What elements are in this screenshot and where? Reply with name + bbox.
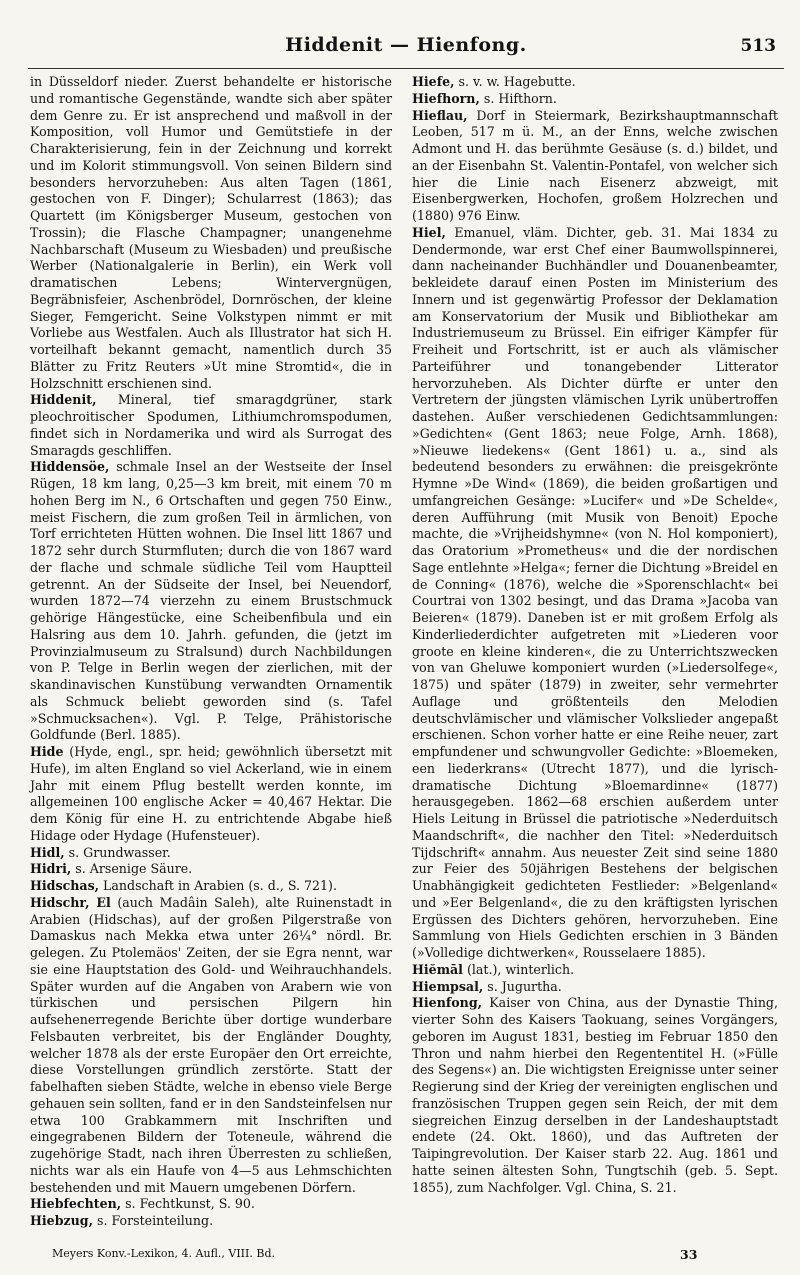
lexicon-entry — [412, 225, 778, 962]
entry-headword: Hiefhorn, — [412, 90, 480, 106]
entry-headword: Hiel, — [412, 224, 446, 240]
entry-text: Landschaft in Arabien (s. d., S. 721). — [99, 878, 337, 893]
entry-headword: Hide — [30, 744, 64, 759]
lexicon-entry — [412, 74, 778, 91]
lexicon-entry — [412, 995, 778, 1196]
entry-headword: Hienfong, — [412, 995, 483, 1011]
entry-headword: Hiebfechten, — [30, 1196, 122, 1212]
page-header — [28, 28, 784, 69]
entry-text: s. Grundwasser. — [64, 844, 171, 860]
lexicon-entry — [412, 91, 778, 108]
entry-headword: Hidl, — [30, 844, 65, 860]
lexicon-entry — [30, 1196, 392, 1213]
entry-text: Emanuel, vläm. Dichter, geb. 31. Mai 1834 zu Dendermonde, war erst Chef einer Baumwollspinnerei, dann nacheinander Buchhändler und Douanenbeamter, bekleidete darauf einen Posten im Ministerium des Innern und ist gegenwärtig Professor der Deklamation am Konservatorium der Musik und Bibliothekar am Industriemuseum zu Brüssel. Ein eifriger Kämpfer für Freiheit und Fortschritt, ist er auch als vlämischer Parteiführer und tonangebender Litterator hervorzuheben. Als Dichter dürfte er unter den Vertretern der jüngsten vlämischen Lyrik unübertroffen dastehen. Außer verschiedenen Gedichtsammlungen: »Gedichten« (Gent 1863; neue Folge, Arnh. 1868), »Nieuwe liedekens« (Gent 1861) u. a., sind als bedeutend besonders zu erwähnen: die preisgekrönte Hymne »De Wind« (1869), die beiden großartigen und umfangreichen Gesänge: »Lucifer« und »De Schelde«, deren Aufführung (mit Musik von Benoit) Epoche machte, die »Vrijheidshymne« (von N. Hol komponiert), das Oratorium »Prometheus« und die der nordischen Sage entlehnte »Helga«; ferner die Dichtung »Breidel en de Conning« (1876), welche die »Sporenschlacht« bei Courtrai von 1302 besingt, und das Drama »Jacoba van Beieren« (1879). Daneben ist er mit großem Erfolg als Kinderliederdichter aufgetreten mit »Liederen voor groote en kleine kinderen«, die zu Unterrichtszwecken von van Gheluwe komponiert wurden (»Liedersolfege«, 1875) und später (1879) in zweiter, sehr vermehrter Auflage und größtenteils den Melodien deutschvlämischer und vlämischer Volkslieder angepaßt erschienen. Schon vorher hatte er eine Reihe neuer, zart empfundener und schwungvoller Gedichte: »Bloemeken, een liederkrans« (Utrecht 1877), und die lyrisch-dramatische Dichtung »Bloemardinne« (1877) herausgegeben. 1862—68 erschien außerdem unter Hiels Leitung in Brüssel die patriotische »Nederduitsch Maandschrift«, die nachher den Titel: »Nederduitsch Tijdschrift« annahm. Aus neuester Zeit sind seine 1880 zur Feier des 50jährigen Bestehens der belgischen Unabhängigkeit gedichteten Festlieder: »Belgenland« und »Eer Belgenland«, die zu den kräftigsten lyrischen Ergüssen des Dichters gehören, hervorzuheben. Eine Sammlung von Hiels Gedichten erschien in 3 Bänden (»Volledige dichtwerken«, Rousselaere 1885). — [412, 224, 778, 960]
entry-text: Mineral, tief smaragdgrüner, stark pleochroitischer Spodumen, Lithiumchromspodumen, findet sich in Nordamerika und wird als Surrogat des Smaragds geschliffen. — [30, 392, 392, 458]
lexicon-entry — [30, 392, 392, 459]
entry-text: s. Forsteinteilung. — [93, 1213, 214, 1228]
lexicon-entry — [30, 878, 392, 895]
entry-headword: Hiĕmāl — [412, 961, 463, 977]
lexicon-entry — [412, 962, 778, 979]
page-footer — [30, 1247, 776, 1265]
entry-headword: Hiempsal, — [412, 978, 484, 994]
entry-headword: Hiddenit, — [30, 392, 97, 408]
entry-headword: Hidri, — [30, 861, 72, 877]
lexicon-entry — [30, 74, 392, 392]
entry-headword: Hidschas, — [30, 878, 100, 893]
entry-text: s. Jugurtha. — [483, 978, 562, 994]
entry-text: schmale Insel an der Westseite der Insel Rügen, 18 km lang, 0,25—3 km breit, mit einem 70 m hohen Berg im N., 6 Ortschaften und gegen 750 Einw., meist Fischern, die zum großen Teil in ärmlichen, von Torf errichteten Hütten wohnen. Die Insel litt 1867 und 1872 sehr durch Sturmfluten; durch die von 1867 ward der flache und schmale südliche Teil vom Hauptteil getrennt. An der Südseite der Insel, bei Neuendorf, wurden 1872—74 vierzehn zu einem Brustschmuck gehörige Hängestücke, eine Scheibenfibula und ein Halsring aus dem 10. Jahrh. gefunden, die (jetzt im Provinzialmuseum zu Stralsund) durch Nachbildungen von P. Telge in Berlin wegen der zierlichen, mit der skandinavischen Kunstübung verwandten Ornamentik als Schmuck beliebt geworden sind (s. Tafel »Schmucksachen«). Vgl. P. Telge, Prähistorische Goldfunde (Berl. 1885). — [30, 459, 392, 743]
lexicon-entry — [30, 1213, 392, 1230]
entry-headword: Hiefe, — [412, 74, 455, 89]
entry-text: s. Arsenige Säure. — [71, 861, 193, 877]
right-column — [412, 74, 778, 1196]
sheet-signature: 33 — [680, 1247, 698, 1262]
left-column — [30, 74, 392, 1230]
entry-text: in Düsseldorf nieder. Zuerst behandelte er historische und romantische Gegenstände, wandte sich aber später dem Genre zu. Er ist ansprechend und maßvoll in der Komposition, voll Humor und Gemütstiefe in der Charakterisierung, fein in der Zeichnung und korrekt und im Kolorit stimmungsvoll. Von seinen Bildern sind besonders hervorzuheben: Aus alten Tagen (1861, gestochen von F. Dinger); Schularrest (1863); das Quartett (im Königsberger Museum, gestochen von Trossin); die Flasche Champagner; unangenehme Nachbarschaft (Museum zu Wiesbaden) und preußische Werber (Nationalgalerie in Berlin), ein Werk voll dramatischen Lebens; Wintervergnügen, Begräbnisfeier, Aschenbrödel, Dornröschen, der kleine Sieger, Femgericht. Seine Volkstypen nimmt er mit Vorliebe aus Westfalen. Auch als Illustrator hat sich H. vorteilhaft bekannt gemacht, namentlich durch 35 Blätter zu Fritz Reuters »Ut mine Stromtid«, die in Holzschnitt erschienen sind. — [30, 74, 392, 391]
lexicon-entry — [30, 895, 392, 1197]
entry-text: s. Fechtkunst, S. 90. — [121, 1196, 255, 1212]
lexicon-entry — [30, 459, 392, 744]
lexicon-entry — [30, 845, 392, 862]
page-number: 513 — [740, 36, 776, 56]
entry-text: Kaiser von China, aus der Dynastie Thing, vierter Sohn des Kaisers Taokuang, seines Vorgängers, geboren im August 1831, bestieg im Februar 1850 den Thron und nahm hierbei den Regententitel H. (»Fülle des Segens«) an. Die wichtigsten Ereignisse unter seiner Regierung sind der Krieg der vereinigten englischen und französischen Truppen gegen sein Reich, der mit dem siegreichen Einzug derselben in der Landeshauptstadt endete (24. Okt. 1860), und das Auftreten der Taipingrevolution. Der Kaiser starb 22. Aug. 1861 und hatte seinen ältesten Sohn, Tungtschih (geb. 5. Sept. 1855), zum Nachfolger. Vgl. China, S. 21. — [412, 995, 778, 1195]
entry-headword: Hieflau, — [412, 107, 468, 123]
lexicon-entry — [412, 108, 778, 225]
lexicon-entry — [30, 861, 392, 878]
entry-headword: Hiebzug, — [30, 1213, 93, 1228]
footer-source: Meyers Konv.-Lexikon, 4. Aufl., VIII. Bd. — [52, 1247, 275, 1260]
entry-text: s. Hifthorn. — [479, 90, 557, 106]
entry-headword: Hidschr, El — [30, 894, 111, 910]
entry-text: (Hyde, engl., spr. heid; gewöhnlich übersetzt mit Hufe), im alten England so viel Ackerland, wie in einem Jahr mit einem Pflug bestellt werden konnte, im allgemeinen 100 englische Acker = 40,467 Hektar. Die dem König für eine H. zu entrichtende Abgabe hieß Hidage oder Hydage (Hufensteuer). — [30, 744, 392, 843]
lexicon-entry — [412, 979, 778, 996]
entry-text: (auch Madâin Saleh), alte Ruinenstadt in Arabien (Hidschas), auf der großen Pilgerstraße von Damaskus nach Mekka etwa unter 26¼° nördl. Br. gelegen. Zu Ptolemäos' Zeiten, der sie Egra nennt, war sie eine Hauptstation des Gold- und Weihrauchhandels. Später wurden auf die Angaben von Arabern wie von türkischen und persischen Pilgern hin aufsehenerregende Berichte über dortige wunderbare Felsbauten verbreitet, bis der Engländer Doughty, welcher 1878 als der erste Europäer den Ort erreichte, diese Vorstellungen gründlich zerstörte. Statt der fabelhaften sieben Städte, welche in ebenso viele Berge gehauen sein sollten, fand er in den Sandsteinfelsen nur etwa 100 Grabkammern mit Inschriften und eingegrabenen Bildern der Toteneule, während die zugehörige Stadt, nach ihren Überresten zu schließen, nichts war als ein Haufe von 4—5 aus Lehmschichten bestehenden und mit Mauern umgebenen Dörfern. — [30, 894, 392, 1195]
running-title: Hiddenit — Hienfong. — [285, 34, 527, 56]
entry-text: Dorf in Steiermark, Bezirkshauptmannschaft Leoben, 517 m ü. M., an der Enns, welche zwischen Admont und H. das berühmte Gesäuse (s. d.) bildet, und an der Eisenbahn St. Valentin-Pontafel, von welcher sich hier die Linie nach Eisenerz abzweigt, mit Eisenbergwerken, Hochofen, großem Holzrechen und (1880) 976 Einw. — [412, 107, 778, 223]
entry-text: s. v. w. Hagebutte. — [454, 74, 576, 89]
entry-text: (lat.), winterlich. — [462, 961, 575, 977]
lexicon-entry — [30, 744, 392, 845]
entry-headword: Hiddensöe, — [30, 459, 110, 475]
